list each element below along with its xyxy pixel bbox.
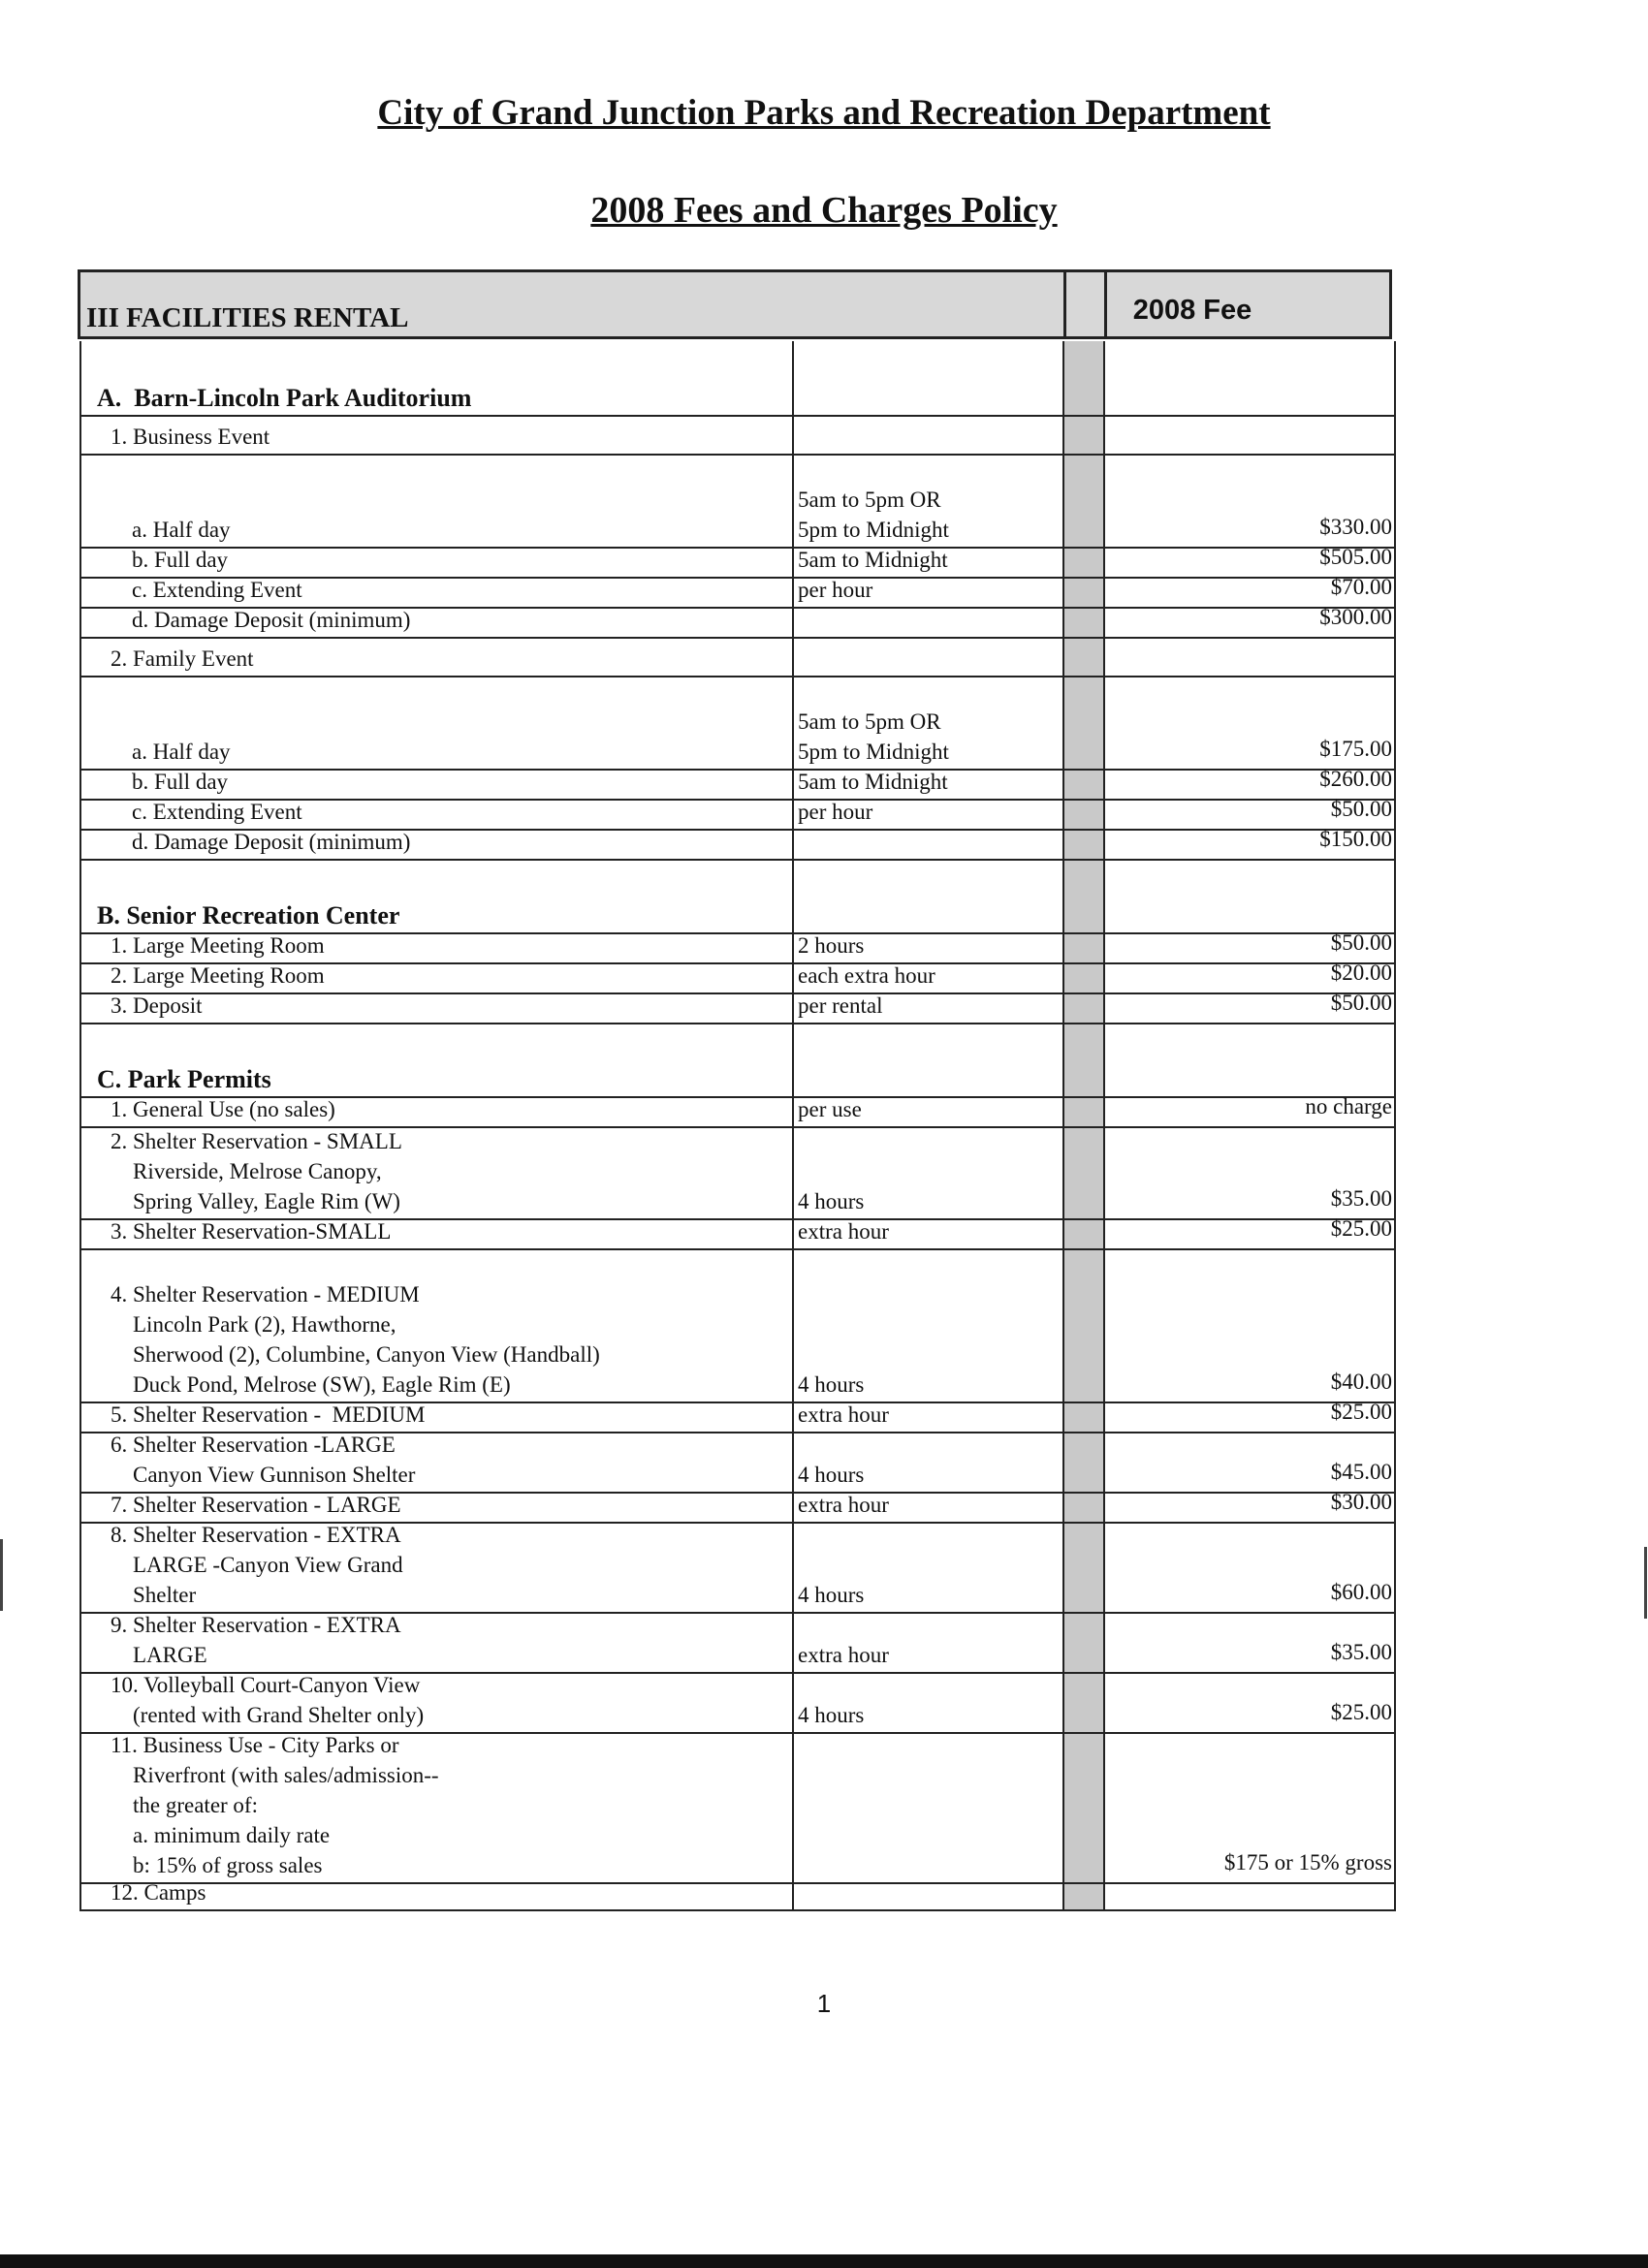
table-row-rule — [79, 1248, 1396, 1250]
row-fee: $35.00 — [1330, 1186, 1392, 1211]
row-fee: $70.00 — [1330, 575, 1392, 599]
table-row-rule — [79, 454, 1396, 456]
row-unit: per rental — [798, 993, 883, 1018]
row-description: 1. General Use (no sales) — [111, 1097, 335, 1121]
row-fee: $50.00 — [1330, 991, 1392, 1015]
row-unit: extra hour — [798, 1643, 889, 1667]
policy-title: 2008 Fees and Charges Policy — [590, 190, 1058, 231]
row-description: 3. Shelter Reservation-SMALL — [111, 1219, 392, 1244]
row-unit: 2 hours — [798, 933, 865, 958]
table-row-rule — [79, 859, 1396, 861]
row-description: 1. Large Meeting Room — [111, 933, 325, 958]
row-fee: $20.00 — [1330, 961, 1392, 985]
row-description: 5. Shelter Reservation - MEDIUM — [111, 1402, 426, 1427]
row-unit: 5am to 5pm OR 5pm to Midnight — [798, 488, 949, 542]
row-description: b. Full day — [132, 548, 229, 572]
row-description: C. Park Permits — [97, 1065, 271, 1093]
row-fee: $175.00 — [1319, 737, 1392, 761]
row-fee: $175 or 15% gross — [1223, 1850, 1392, 1874]
row-description: 8. Shelter Reservation - EXTRA LARGE -Canyon View Grand Shelter — [111, 1523, 403, 1607]
row-fee: $330.00 — [1319, 515, 1392, 539]
scan-bottom-edge — [0, 2254, 1648, 2268]
row-unit: 4 hours — [798, 1372, 865, 1397]
row-unit: 4 hours — [798, 1463, 865, 1487]
row-fee: $260.00 — [1319, 767, 1392, 791]
row-description: B. Senior Recreation Center — [97, 901, 400, 929]
row-description: 12. Camps — [111, 1880, 206, 1905]
row-description: 1. Business Event — [111, 425, 270, 449]
row-description: c. Extending Event — [132, 800, 302, 824]
row-description: b. Full day — [132, 770, 229, 794]
row-description: 10. Volleyball Court-Canyon View (rented with Grand Shelter only) — [111, 1673, 425, 1727]
row-fee: $40.00 — [1330, 1370, 1392, 1394]
table-row-rule — [79, 1882, 1396, 1884]
table-row-rule — [79, 637, 1396, 639]
fee-column-header: 2008 Fee — [1132, 295, 1252, 326]
row-fee: $35.00 — [1330, 1640, 1392, 1664]
row-fee: $50.00 — [1330, 797, 1392, 821]
row-unit: 4 hours — [798, 1703, 865, 1727]
row-fee: $50.00 — [1330, 930, 1392, 955]
row-unit: 5am to Midnight — [798, 548, 948, 572]
row-fee: $45.00 — [1330, 1460, 1392, 1484]
row-description: 2. Large Meeting Room — [111, 963, 325, 988]
table-row-rule — [79, 1023, 1396, 1024]
scan-right-edge — [1644, 1547, 1647, 1619]
row-description: 3. Deposit — [111, 993, 203, 1018]
row-description: c. Extending Event — [132, 578, 302, 602]
row-description: 9. Shelter Reservation - EXTRA LARGE — [111, 1613, 401, 1667]
row-unit: extra hour — [798, 1402, 889, 1427]
row-unit: 4 hours — [798, 1189, 865, 1213]
row-description: 6. Shelter Reservation -LARGE Canyon View Gunnison Shelter — [111, 1433, 416, 1487]
row-description: 4. Shelter Reservation - MEDIUM Lincoln Park (2), Hawthorne, Sherwood (2), Columbine, Canyon View (Handball) Duck Pond, Melrose (SW), Eagle Rim (E) — [111, 1282, 600, 1397]
row-description: 7. Shelter Reservation - LARGE — [111, 1493, 401, 1517]
row-unit: per hour — [798, 800, 873, 824]
row-description: a. Half day — [132, 740, 231, 764]
fee-table — [79, 341, 1400, 1905]
row-fee: $300.00 — [1319, 605, 1392, 629]
row-fee: $25.00 — [1330, 1400, 1392, 1424]
row-description: d. Damage Deposit (minimum) — [132, 830, 411, 854]
row-fee: $60.00 — [1330, 1580, 1392, 1604]
row-unit: 5am to 5pm OR 5pm to Midnight — [798, 709, 949, 764]
row-fee: $25.00 — [1330, 1700, 1392, 1724]
section-label: III FACILITIES RENTAL — [86, 302, 409, 333]
row-unit: 4 hours — [798, 1583, 865, 1607]
row-description: A. Barn-Lincoln Park Auditorium — [97, 384, 472, 412]
row-fee: $150.00 — [1319, 827, 1392, 851]
row-description: 11. Business Use - City Parks or Riverfront (with sales/admission-- the greater of: a. minimum daily rate b: 15% of gross sales — [111, 1733, 439, 1877]
row-fee: $505.00 — [1319, 545, 1392, 569]
row-unit: per hour — [798, 578, 873, 602]
table-row-rule — [79, 415, 1396, 417]
row-unit: 5am to Midnight — [798, 770, 948, 794]
scan-left-edge — [0, 1539, 3, 1611]
row-unit: extra hour — [798, 1219, 889, 1244]
row-fee: $25.00 — [1330, 1216, 1392, 1241]
row-description: 2. Shelter Reservation - SMALL Riverside, Melrose Canopy, Spring Valley, Eagle Rim (W) — [111, 1129, 402, 1213]
row-unit: per use — [798, 1097, 862, 1121]
table-row-rule — [79, 676, 1396, 677]
table-header — [78, 269, 1392, 339]
page-number: 1 — [816, 1989, 832, 2018]
row-description: 2. Family Event — [111, 646, 254, 671]
table-row-rule — [79, 1909, 1396, 1911]
row-fee: $30.00 — [1330, 1490, 1392, 1514]
row-fee: no charge — [1305, 1094, 1392, 1118]
row-unit: extra hour — [798, 1493, 889, 1517]
row-description: d. Damage Deposit (minimum) — [132, 608, 411, 632]
row-unit: each extra hour — [798, 963, 935, 988]
department-title: City of Grand Junction Parks and Recreation Department — [377, 93, 1271, 133]
row-description: a. Half day — [132, 518, 231, 542]
